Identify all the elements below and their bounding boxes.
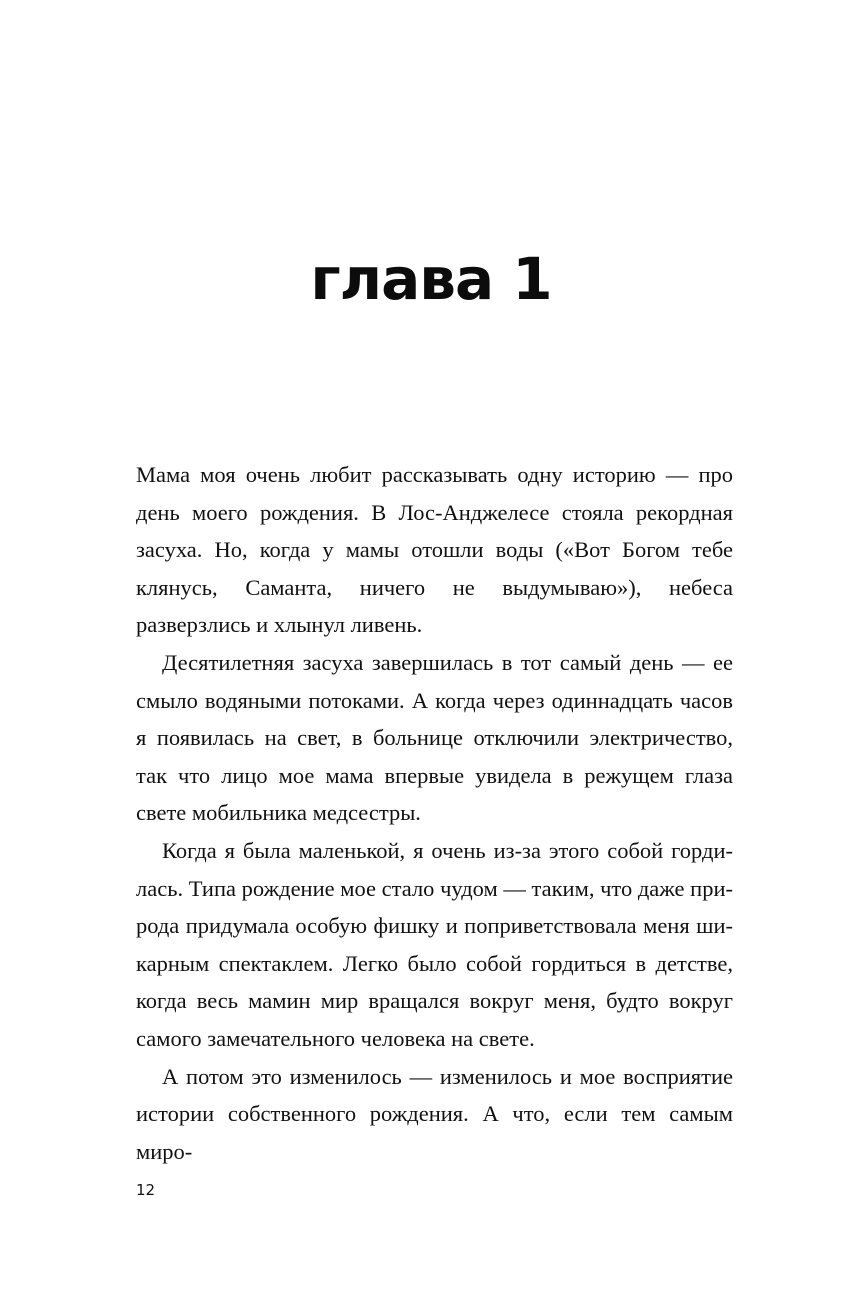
paragraph-2: Десятилетняя засуха завершилась в тот самый день — ее смыло водяными потоками. А когда через одиннадцать часов я появилась на свет, в больнице отключили электричество, так что лицо мое мама впервые увидела в режущем глаза свете мобильника медсестры. [136, 649, 733, 826]
page-number: 12 [136, 1181, 156, 1199]
paragraph-3: Когда я была маленькой, я очень из-за этого собой гордилась. Типа рождение мое стало чудом — таким, что даже природа придумала особую фишку и поприветствовала меня шикарным спектаклем. Легко было собой гордиться в детстве, когда весь мамин мир вращался вокруг меня, будто вокруг самого замечательного человека на свете. [136, 837, 733, 1051]
paragraph-1: Мама моя очень любит рассказывать одну историю — про день моего рождения. В Лос-Анджелесе стояла рекордная засуха. Но, когда у мамы отошли воды («Вот Богом тебе клянусь, Саманта, ничего не выдумываю»), небеса разверзлись и хлынул ливень. [136, 462, 733, 638]
chapter-heading: глава 1 [310, 245, 552, 313]
paragraph-4: А потом это изменилось — изменилось и мое восприятие истории собственного рождения. А что, если тем самым миро- [136, 1063, 733, 1164]
chapter-body [136, 456, 733, 1170]
